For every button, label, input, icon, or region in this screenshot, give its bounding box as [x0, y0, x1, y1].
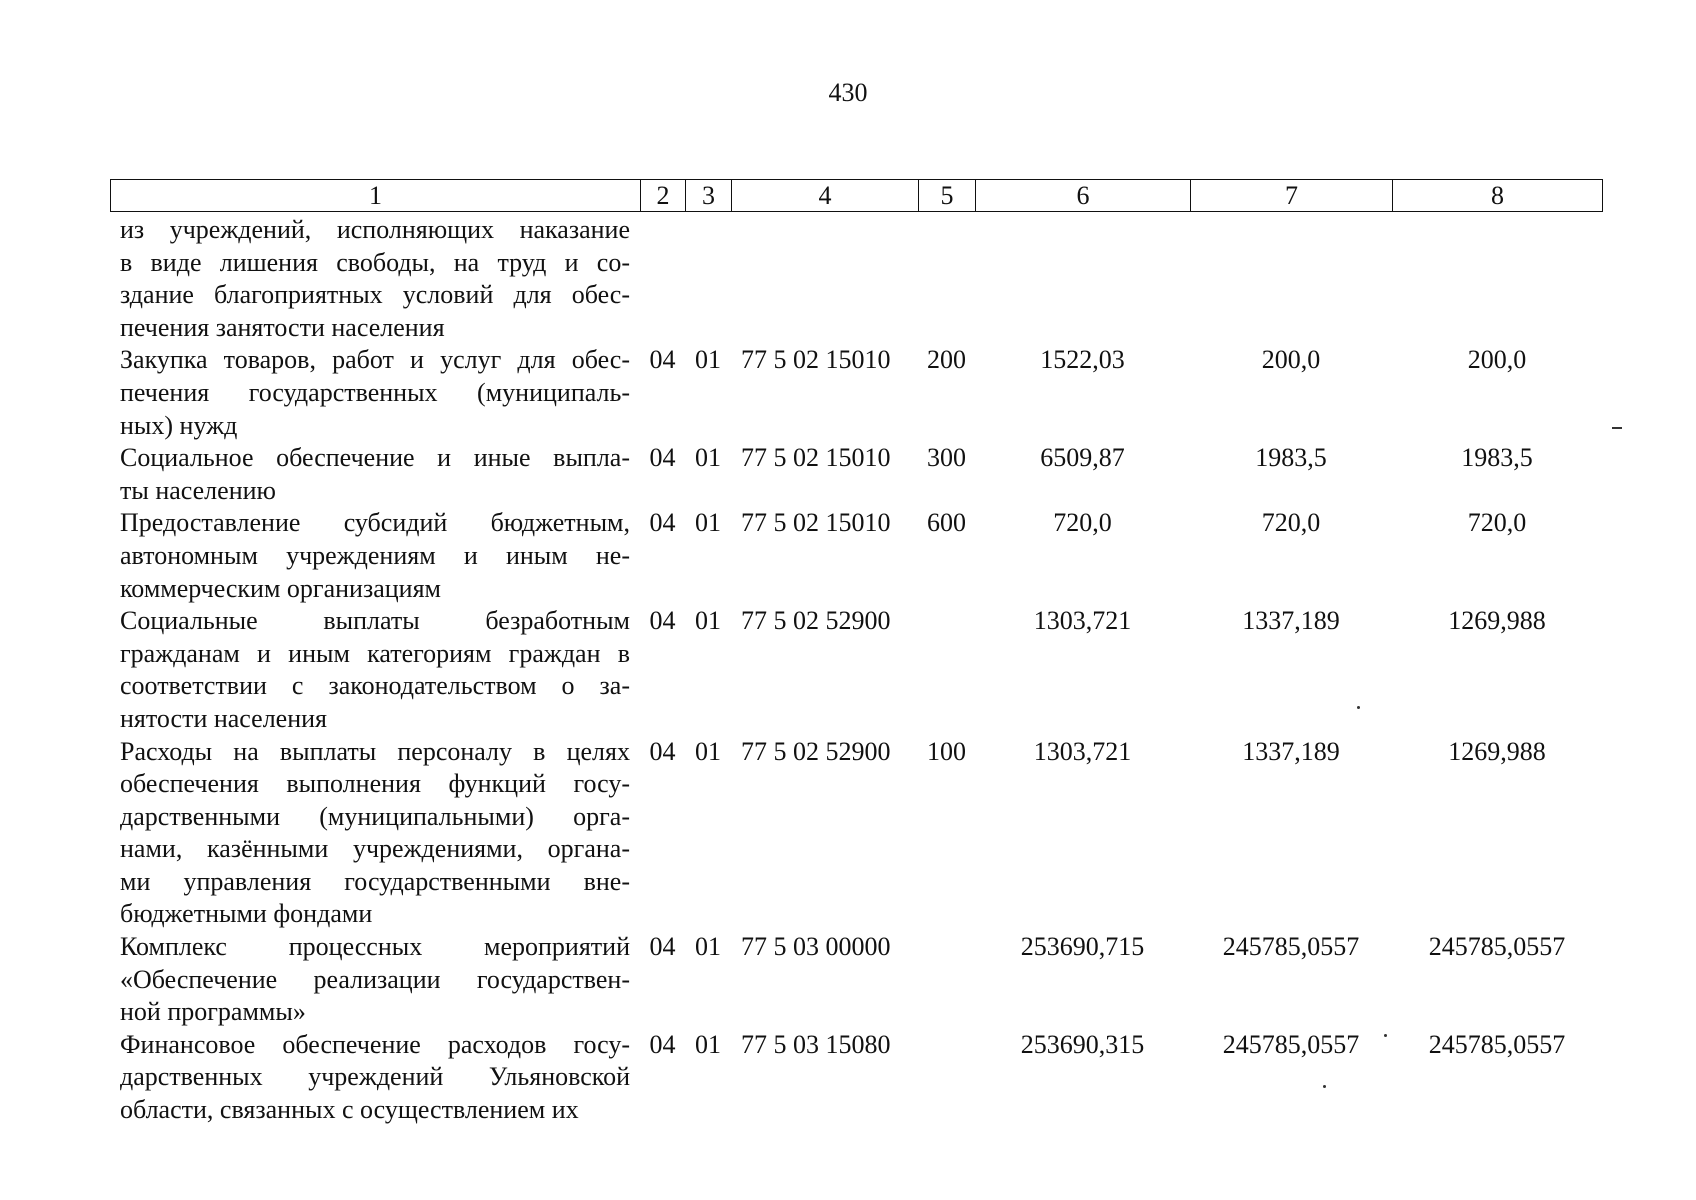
description-line: «Обеспечение реализации государствен- — [120, 964, 630, 994]
cell-col-8: 1269,988 — [1448, 736, 1546, 766]
header-col-3: 3 — [686, 180, 732, 212]
description-line: Закупка товаров, работ и услуг для обес- — [120, 345, 630, 375]
cell-col-8: 245785,0557 — [1428, 1029, 1566, 1059]
header-col-4: 4 — [732, 180, 919, 212]
description-line: бюджетными фондами — [120, 899, 373, 929]
description-line: соответствии с законодательством о за- — [120, 671, 630, 701]
cell-col-8: 1269,988 — [1448, 606, 1546, 636]
cell-col-5: 600 — [927, 508, 966, 538]
description-line: печения государственных (муниципаль- — [120, 377, 630, 407]
cell-col-4: 77 5 02 15010 — [741, 345, 891, 375]
table-body — [110, 214, 1602, 1127]
description-line: Финансовое обеспечение расходов госу- — [120, 1029, 630, 1059]
header-col-1: 1 — [111, 180, 641, 212]
cell-col-4: 77 5 02 52900 — [741, 736, 891, 766]
row-description — [110, 344, 640, 442]
cell-col-3 — [685, 214, 731, 344]
cell-col-7: 1337,189 — [1242, 736, 1340, 766]
cell-col-3: 01 — [695, 736, 721, 766]
description-line: ми управления государственными вне- — [120, 866, 630, 896]
cell-col-3: 01 — [695, 345, 721, 375]
cell-col-4: 77 5 02 15010 — [741, 443, 891, 473]
description-line: Комплекс процессных мероприятий — [120, 932, 630, 962]
description-line: из учреждений, исполняющих наказание — [120, 215, 630, 244]
cell-col-3: 01 — [695, 606, 721, 636]
cell-col-4 — [731, 214, 918, 344]
cell-col-5: 100 — [927, 736, 966, 766]
cell-col-6: 1303,721 — [1033, 606, 1132, 636]
cell-col-5: 300 — [927, 443, 966, 473]
description-line: автономным учреждениям и иным не- — [120, 540, 630, 570]
cell-col-2: 04 — [649, 932, 676, 962]
description-line: области, связанных с осуществлением их — [120, 1095, 579, 1125]
cell-col-7: 245785,0557 — [1222, 932, 1360, 962]
description-line: ной программы» — [120, 997, 306, 1027]
table-row — [110, 605, 1602, 735]
cell-col-7: 245785,0557 — [1222, 1029, 1360, 1059]
row-description — [110, 214, 640, 344]
header-col-8: 8 — [1393, 180, 1603, 212]
scan-speck — [1323, 1085, 1326, 1088]
cell-col-3: 01 — [695, 1029, 721, 1059]
description-line: Социальное обеспечение и иные выпла- — [120, 443, 630, 473]
row-description — [110, 605, 640, 735]
scan-mark — [1612, 427, 1622, 429]
cell-col-5 — [918, 1029, 975, 1127]
cell-col-8: 1983,5 — [1461, 443, 1533, 473]
cell-col-8: 200,0 — [1467, 345, 1527, 375]
table-row — [110, 214, 1602, 344]
cell-col-6: 6509,87 — [1040, 443, 1125, 473]
row-description — [110, 931, 640, 1029]
cell-col-4: 77 5 03 15080 — [741, 1029, 891, 1059]
table-row — [110, 344, 1602, 442]
cell-col-2: 04 — [649, 606, 676, 636]
cell-col-6: 1522,03 — [1040, 345, 1125, 375]
header-col-7: 7 — [1191, 180, 1393, 212]
description-line: нами, казёнными учреждениями, органа- — [120, 834, 630, 864]
scan-speck — [1384, 1034, 1387, 1037]
cell-col-5 — [918, 931, 975, 1029]
cell-col-4: 77 5 03 00000 — [741, 932, 891, 962]
description-line: Социальные выплаты безработным — [120, 606, 630, 636]
page-number: 430 — [828, 78, 868, 107]
cell-col-4: 77 5 02 52900 — [741, 606, 891, 636]
cell-col-8 — [1392, 214, 1602, 344]
cell-col-5 — [918, 605, 975, 735]
description-line: здание благоприятных условий для обес- — [120, 280, 630, 310]
cell-col-6: 720,0 — [1053, 508, 1112, 538]
cell-col-8: 245785,0557 — [1428, 932, 1566, 962]
table-row — [110, 736, 1602, 932]
description-line: ных) нужд — [120, 410, 238, 440]
row-description — [110, 442, 640, 507]
header-col-5: 5 — [919, 180, 976, 212]
cell-col-2: 04 — [649, 345, 676, 375]
row-description — [110, 507, 640, 605]
table-row — [110, 442, 1602, 507]
description-line: Расходы на выплаты персоналу в целях — [120, 736, 630, 766]
cell-col-2: 04 — [649, 508, 676, 538]
cell-col-3: 01 — [695, 508, 721, 538]
header-row — [111, 180, 1603, 212]
cell-col-5: 200 — [927, 345, 966, 375]
cell-col-7 — [1190, 214, 1392, 344]
cell-col-3: 01 — [695, 932, 721, 962]
description-line: в виде лишения свободы, на труд и со- — [120, 247, 630, 277]
scan-speck — [1357, 706, 1360, 709]
cell-col-8: 720,0 — [1467, 508, 1527, 538]
table-row — [110, 1029, 1602, 1127]
description-line: Предоставление субсидий бюджетным, — [120, 508, 630, 538]
description-line: дарственными (муниципальными) орга- — [120, 801, 630, 831]
table-header — [110, 179, 1603, 212]
cell-col-7: 1337,189 — [1242, 606, 1340, 636]
cell-col-7: 200,0 — [1261, 345, 1321, 375]
description-line: дарственных учреждений Ульяновской — [120, 1062, 630, 1092]
description-line: коммерческим организациям — [120, 573, 442, 603]
cell-col-5 — [918, 214, 975, 344]
cell-col-6: 253690,315 — [1020, 1029, 1145, 1059]
cell-col-4: 77 5 02 15010 — [741, 508, 891, 538]
description-line: ты населению — [120, 475, 276, 505]
description-line: обеспечения выполнения функций госу- — [120, 769, 630, 799]
cell-col-6 — [975, 214, 1190, 344]
table-row — [110, 507, 1602, 605]
row-description — [110, 1029, 640, 1127]
cell-col-3: 01 — [695, 443, 721, 473]
cell-col-6: 253690,715 — [1020, 932, 1145, 962]
cell-col-2 — [640, 214, 685, 344]
description-line: нятости населения — [120, 703, 328, 733]
description-line: печения занятости населения — [120, 312, 445, 342]
cell-col-2: 04 — [649, 1029, 676, 1059]
header-col-2: 2 — [641, 180, 686, 212]
table-row — [110, 931, 1602, 1029]
header-col-6: 6 — [976, 180, 1191, 212]
cell-col-6: 1303,721 — [1033, 736, 1132, 766]
row-description — [110, 736, 640, 932]
cell-col-7: 1983,5 — [1255, 443, 1327, 473]
cell-col-2: 04 — [649, 736, 676, 766]
cell-col-2: 04 — [649, 443, 676, 473]
description-line: гражданам и иным категориям граждан в — [120, 638, 630, 668]
cell-col-7: 720,0 — [1261, 508, 1321, 538]
